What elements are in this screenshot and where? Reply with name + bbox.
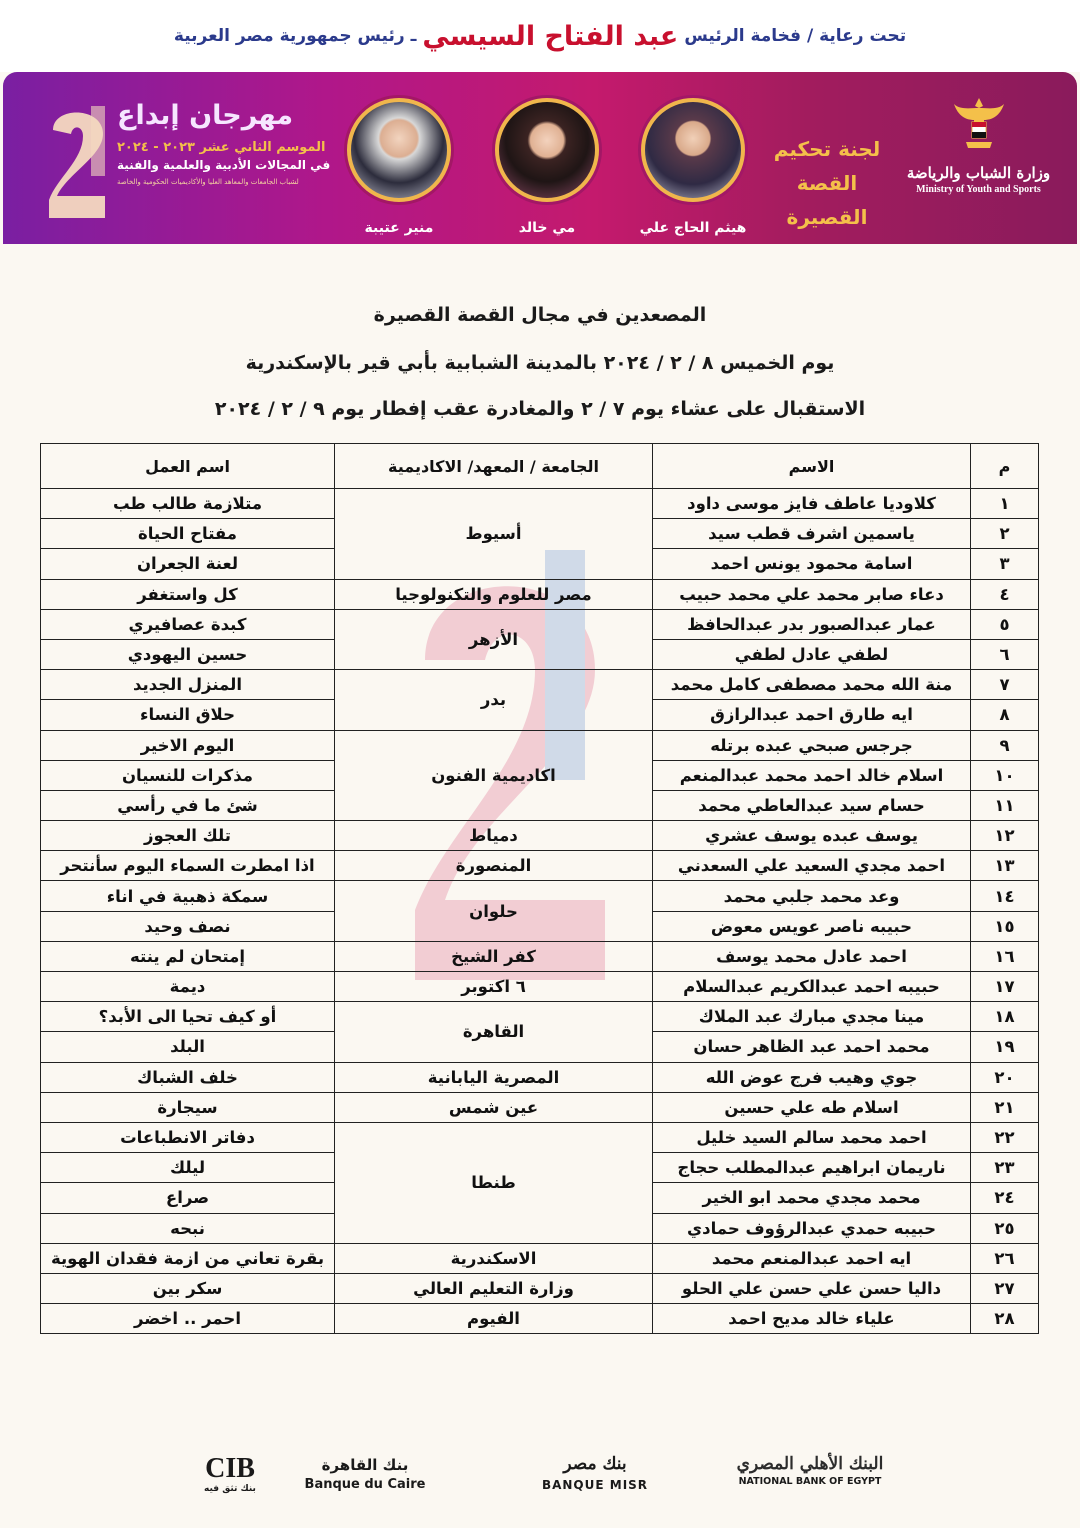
sponsor-banque-misr xyxy=(515,1454,675,1492)
row-number: ١٩ xyxy=(971,1032,1039,1062)
work-title: إمتحان لم ينته xyxy=(41,941,335,971)
eagle-emblem-icon xyxy=(952,94,1006,154)
festival-title: مهرجان إبداع xyxy=(117,100,294,131)
participant-name: دعاء صابر محمد علي محمد حبيب xyxy=(653,579,971,609)
row-number: ١٣ xyxy=(971,851,1039,881)
document-schedule-line: الاستقبال على عشاء يوم ٧ / ٢ والمغادرة عقب إفطار يوم ٩ / ٢ / ٢٠٢٤ xyxy=(214,398,866,420)
row-number: ١٢ xyxy=(971,821,1039,851)
work-title: متلازمة طالب طب xyxy=(41,489,335,519)
header-num: م xyxy=(971,444,1039,489)
participant-name: احمد عادل محمد يوسف xyxy=(653,941,971,971)
university-cell: المنصورة xyxy=(335,851,653,881)
participant-name: حبيبه احمد عبدالكريم عبدالسلام xyxy=(653,972,971,1002)
participant-name: احمد محمد سالم السيد خليل xyxy=(653,1122,971,1152)
participant-name: ايه احمد عبدالمنعم محمد xyxy=(653,1243,971,1273)
university-cell: عين شمس xyxy=(335,1092,653,1122)
work-title: المنزل الجديد xyxy=(41,670,335,700)
table-row xyxy=(41,1304,1039,1334)
participant-name: حسام سيد عبدالعاطي محمد xyxy=(653,790,971,820)
university-cell: المصرية اليابانية xyxy=(335,1062,653,1092)
work-title: نصف وحيد xyxy=(41,911,335,941)
table-row xyxy=(41,851,1039,881)
university-cell: مصر للعلوم والتكنولوجيا xyxy=(335,579,653,609)
nbe-name-ar: البنك الأهلي المصري xyxy=(736,1454,884,1474)
work-title: نبحه xyxy=(41,1213,335,1243)
table-body xyxy=(41,489,1039,1334)
participant-name: جوي وهيب فرج عوض الله xyxy=(653,1062,971,1092)
header-name: الاسم xyxy=(653,444,971,489)
row-number: ١٦ xyxy=(971,941,1039,971)
patronage-banner xyxy=(0,0,1080,72)
judge-card xyxy=(487,98,607,236)
row-number: ٢٨ xyxy=(971,1304,1039,1334)
document-title: المصعدين في مجال القصة القصيرة xyxy=(373,304,707,326)
row-number: ٢١ xyxy=(971,1092,1039,1122)
university-cell: ٦ اكتوبر xyxy=(335,972,653,1002)
cairo-name-ar: بنك القاهرة xyxy=(321,1456,409,1474)
ministry-logo xyxy=(906,94,1051,195)
participant-name: وعد محمد جلبي محمد xyxy=(653,881,971,911)
table-row xyxy=(41,670,1039,700)
table-row xyxy=(41,1092,1039,1122)
row-number: ١ xyxy=(971,489,1039,519)
judge-card xyxy=(633,98,753,236)
work-title: اذا امطرت السماء اليوم سأنتحر xyxy=(41,851,335,881)
cib-logo: CIB xyxy=(205,1453,255,1484)
university-cell: الأزهر xyxy=(335,609,653,669)
work-title: شئ ما في رأسي xyxy=(41,790,335,820)
row-number: ٤ xyxy=(971,579,1039,609)
table-row xyxy=(41,1122,1039,1152)
table-row xyxy=(41,730,1039,760)
university-cell: الفيوم xyxy=(335,1304,653,1334)
qualifiers-table xyxy=(40,443,1039,1334)
work-title: سيجارة xyxy=(41,1092,335,1122)
president-name: عبد الفتاح السيسي xyxy=(422,20,679,52)
table-row xyxy=(41,1062,1039,1092)
participant-name: منة الله محمد مصطفى كامل محمد xyxy=(653,670,971,700)
row-number: ٢٣ xyxy=(971,1153,1039,1183)
work-title: كل واستغفر xyxy=(41,579,335,609)
festival-12-logo-icon xyxy=(43,100,113,228)
document-date-line: يوم الخميس ٨ / ٢ / ٢٠٢٤ بالمدينة الشبابية بأبي قير بالإسكندرية xyxy=(245,352,835,374)
participant-name: محمد احمد عبد الظاهر حسان xyxy=(653,1032,971,1062)
university-cell: القاهرة xyxy=(335,1002,653,1062)
table-row xyxy=(41,579,1039,609)
participant-name: محمد مجدي محمد ابو الخير xyxy=(653,1183,971,1213)
table-row xyxy=(41,1002,1039,1032)
ministry-name-en: Ministry of Youth and Sports xyxy=(916,184,1041,195)
work-title: البلد xyxy=(41,1032,335,1062)
committee-title xyxy=(767,132,887,234)
university-cell: حلوان xyxy=(335,881,653,941)
work-title: بقرة تعاني من ازمة فقدان الهوية xyxy=(41,1243,335,1273)
university-cell: طنطا xyxy=(335,1122,653,1243)
university-cell: دمياط xyxy=(335,821,653,851)
participant-name: ناريمان ابراهيم عبدالمطلب حجاج xyxy=(653,1153,971,1183)
row-number: ١٠ xyxy=(971,760,1039,790)
participant-name: كلاوديا عاطف فايز موسى داود xyxy=(653,489,971,519)
table-row xyxy=(41,972,1039,1002)
judge-name: مي خالد xyxy=(518,220,576,236)
judge-photo xyxy=(495,98,599,202)
row-number: ١٤ xyxy=(971,881,1039,911)
header-work: اسم العمل xyxy=(41,444,335,489)
work-title: دفاتر الانطباعات xyxy=(41,1122,335,1152)
row-number: ٢٠ xyxy=(971,1062,1039,1092)
work-title: سكر بين xyxy=(41,1273,335,1303)
festival-fields: في المجالات الأدبية والعلمية والفنية xyxy=(117,158,331,172)
participant-name: جرجس صبحي عبده برتله xyxy=(653,730,971,760)
festival-season: الموسم الثاني عشر ٢٠٢٣ - ٢٠٢٤ xyxy=(117,140,326,155)
misr-name-en: BANQUE MISR xyxy=(541,1478,649,1492)
nbe-name-en: NATIONAL BANK OF EGYPT xyxy=(738,1476,882,1487)
row-number: ٧ xyxy=(971,670,1039,700)
participant-name: حبيبه ناصر عويس معوض xyxy=(653,911,971,941)
sponsors-bar xyxy=(0,1440,1080,1528)
participant-name: مينا مجدي مبارك عبد الملاك xyxy=(653,1002,971,1032)
university-cell: اكاديمية الفنون xyxy=(335,730,653,821)
festival-subtitle: لشباب الجامعات والمعاهد العليا والأكاديميات الحكومية والخاصة xyxy=(117,178,299,186)
sponsor-banque-du-caire xyxy=(290,1456,440,1492)
judge-name: منير عتيبة xyxy=(364,220,434,236)
participant-name: ايه طارق احمد عبدالرازق xyxy=(653,700,971,730)
row-number: ٢٢ xyxy=(971,1122,1039,1152)
table-row xyxy=(41,609,1039,639)
judge-photo xyxy=(641,98,745,202)
row-number: ٨ xyxy=(971,700,1039,730)
work-title: حلاق النساء xyxy=(41,700,335,730)
participant-name: اسامة محمود يونس احمد xyxy=(653,549,971,579)
work-title: مفتاح الحياة xyxy=(41,519,335,549)
university-cell: وزارة التعليم العالي xyxy=(335,1273,653,1303)
row-number: ٩ xyxy=(971,730,1039,760)
row-number: ١٥ xyxy=(971,911,1039,941)
misr-name-ar: بنك مصر xyxy=(563,1454,627,1474)
row-number: ١٧ xyxy=(971,972,1039,1002)
row-number: ٥ xyxy=(971,609,1039,639)
row-number: ٢٦ xyxy=(971,1243,1039,1273)
participant-name: داليا حسن علي حسن علي الحلو xyxy=(653,1273,971,1303)
table-row xyxy=(41,1243,1039,1273)
sponsor-nbe xyxy=(720,1454,900,1487)
patronage-prefix: تحت رعاية / فخامة الرئيس xyxy=(684,26,907,46)
header-university: الجامعة / المعهد/ الاكاديمية xyxy=(335,444,653,489)
university-cell: الاسكندرية xyxy=(335,1243,653,1273)
row-number: ١٨ xyxy=(971,1002,1039,1032)
work-title: مذكرات للنسيان xyxy=(41,760,335,790)
participant-name: لطفي عادل لطفي xyxy=(653,639,971,669)
committee-line-2: القصة القصيرة xyxy=(786,171,868,229)
table-row xyxy=(41,941,1039,971)
participant-name: يوسف عبده يوسف عشري xyxy=(653,821,971,851)
work-title: حسين اليهودي xyxy=(41,639,335,669)
row-number: ٢ xyxy=(971,519,1039,549)
university-cell: كفر الشيخ xyxy=(335,941,653,971)
committee-line-1: لجنة تحكيم xyxy=(773,137,881,161)
work-title: ديمة xyxy=(41,972,335,1002)
participant-name: ياسمين اشرف قطب سيد xyxy=(653,519,971,549)
judge-card xyxy=(339,98,459,236)
festival-header xyxy=(3,72,1077,244)
participant-name: علياء خالد مديح احمد xyxy=(653,1304,971,1334)
table-row xyxy=(41,821,1039,851)
university-cell: أسيوط xyxy=(335,489,653,580)
ministry-name-ar: وزارة الشباب والرياضة xyxy=(906,164,1051,182)
participant-name: اسلام طه علي حسين xyxy=(653,1092,971,1122)
row-number: ٣ xyxy=(971,549,1039,579)
work-title: اليوم الاخير xyxy=(41,730,335,760)
judge-name: هيثم الحاج علي xyxy=(639,220,747,236)
row-number: ١١ xyxy=(971,790,1039,820)
row-number: ٦ xyxy=(971,639,1039,669)
university-cell: بدر xyxy=(335,670,653,730)
work-title: ليلك xyxy=(41,1153,335,1183)
sponsor-cib xyxy=(190,1454,270,1494)
participant-name: اسلام خالد احمد محمد عبدالمنعم xyxy=(653,760,971,790)
cairo-name-en: Banque du Caire xyxy=(304,1477,426,1492)
row-number: ٢٥ xyxy=(971,1213,1039,1243)
cib-slogan: بنك تثق فيه xyxy=(204,1484,256,1494)
work-title: أو كيف تحيا الى الأبد؟ xyxy=(41,1002,335,1032)
table-row xyxy=(41,1273,1039,1303)
work-title: كبدة عصافيري xyxy=(41,609,335,639)
row-number: ٢٤ xyxy=(971,1183,1039,1213)
work-title: احمر .. اخضر xyxy=(41,1304,335,1334)
work-title: لعنة الجعران xyxy=(41,549,335,579)
table-row xyxy=(41,881,1039,911)
participant-name: عمار عبدالصبور بدر عبدالحافظ xyxy=(653,609,971,639)
table-header-row xyxy=(41,444,1039,489)
patronage-suffix: ـ رئيس جمهورية مصر العربية xyxy=(173,26,417,46)
work-title: تلك العجوز xyxy=(41,821,335,851)
participant-name: حبيبه حمدي عبدالرؤوف حمادي xyxy=(653,1213,971,1243)
work-title: صراع xyxy=(41,1183,335,1213)
participant-name: احمد مجدي السعيد علي السعدني xyxy=(653,851,971,881)
judge-photo xyxy=(347,98,451,202)
row-number: ٢٧ xyxy=(971,1273,1039,1303)
table-row xyxy=(41,489,1039,519)
work-title: سمكة ذهبية في اناء xyxy=(41,881,335,911)
work-title: خلف الشباك xyxy=(41,1062,335,1092)
